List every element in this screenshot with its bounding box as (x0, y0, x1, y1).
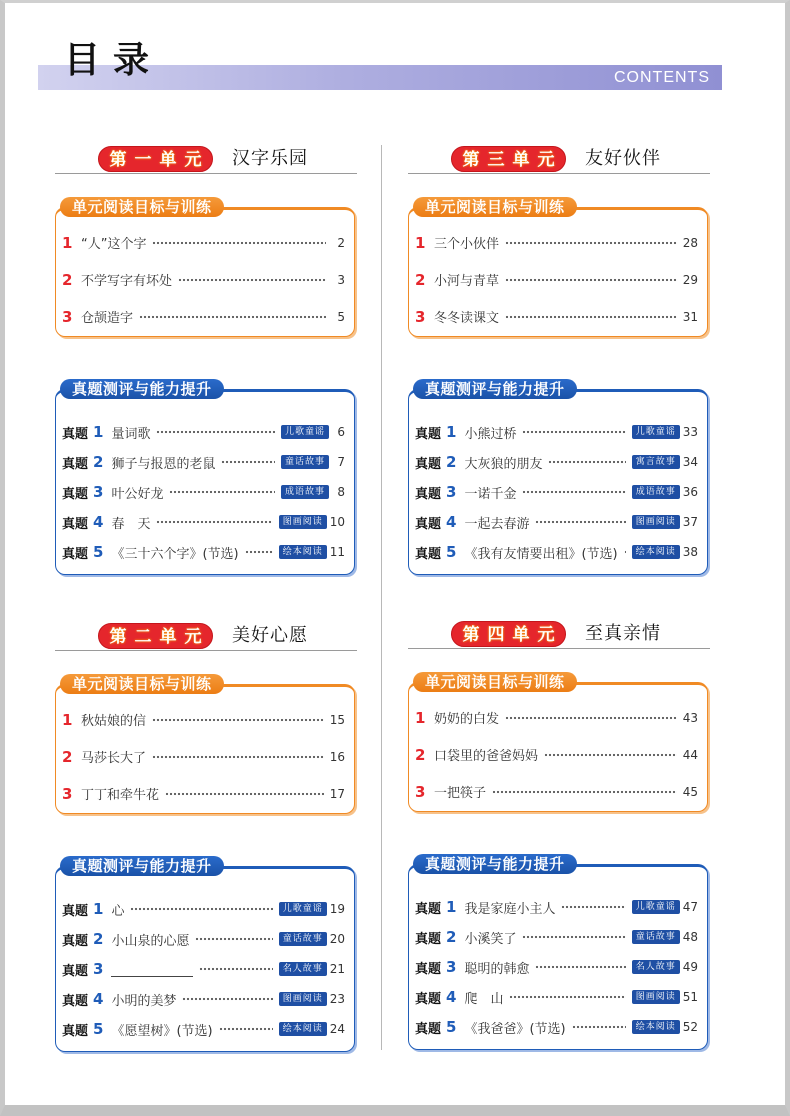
dot-leader (535, 965, 625, 969)
item-title: 口袋里的爸爸妈妈 (434, 749, 539, 764)
item-title: 丁丁和牵牛花 (81, 788, 160, 803)
genre-tag: 图画阅读 (279, 515, 327, 529)
test-item (62, 984, 345, 1014)
test-number: 5 (93, 543, 104, 561)
genre-tag: 名人故事 (279, 962, 327, 976)
dot-leader (169, 490, 275, 494)
dot-leader (182, 997, 272, 1001)
item-number: 1 (62, 710, 73, 729)
test-prefix: 真题 (62, 516, 89, 532)
test-number: 4 (446, 513, 457, 531)
contents-label: CONTENTS (614, 69, 710, 86)
test-title: 聪明的韩愈 (464, 961, 530, 977)
page-number: 2 (337, 235, 345, 250)
dot-leader (152, 755, 324, 759)
reading-item (62, 261, 345, 298)
item-number: 2 (415, 745, 426, 764)
page-number: 48 (682, 930, 698, 944)
page-number: 17 (329, 786, 345, 801)
dot-leader (130, 907, 272, 911)
page-number: 16 (329, 749, 345, 764)
test-section (55, 857, 355, 1052)
dot-leader (535, 520, 625, 524)
test-prefix: 真题 (62, 993, 89, 1009)
unit-badge: 第二单元 (98, 623, 213, 649)
test-title: 小溪笑了 (464, 931, 517, 947)
dot-leader (522, 935, 625, 939)
unit-header (408, 145, 710, 174)
page-number: 21 (329, 962, 345, 976)
unit-title: 友好伙伴 (585, 148, 661, 169)
test-prefix: 真题 (415, 456, 442, 472)
test-number: 2 (93, 453, 104, 471)
page-number: 38 (682, 545, 698, 559)
reading-item (415, 261, 698, 298)
reading-section-label: 单元阅读目标与训练 (60, 674, 224, 694)
dot-leader (152, 241, 326, 245)
page-number: 29 (682, 272, 698, 287)
item-number: 1 (415, 233, 426, 252)
test-item (415, 922, 698, 952)
test-item (415, 447, 698, 477)
unit-header (408, 620, 710, 649)
test-title: 小熊过桥 (464, 426, 517, 442)
page-number: 24 (329, 1022, 345, 1036)
test-number: 4 (446, 988, 457, 1006)
test-prefix: 真题 (62, 426, 89, 442)
item-number: 3 (415, 782, 426, 801)
dot-leader (245, 550, 273, 554)
reading-item (62, 775, 345, 812)
page-number: 37 (682, 515, 698, 529)
test-number: 3 (446, 958, 457, 976)
test-section-label: 真题测评与能力提升 (60, 856, 224, 876)
test-number: 4 (93, 990, 104, 1008)
item-title: 秋姑娘的信 (81, 714, 147, 729)
item-number: 1 (415, 708, 426, 727)
dot-leader (165, 792, 324, 796)
item-number: 3 (415, 307, 426, 326)
genre-tag: 童话故事 (281, 455, 329, 469)
test-item (415, 477, 698, 507)
test-prefix: 真题 (62, 903, 89, 919)
test-section-label: 真题测评与能力提升 (413, 854, 577, 874)
test-item (415, 982, 698, 1012)
unit-2 (55, 622, 357, 1052)
test-item (62, 1014, 345, 1044)
item-title: 三个小伙伴 (434, 237, 500, 252)
dot-leader (139, 315, 326, 319)
test-prefix: 真题 (415, 486, 442, 502)
test-title: 心 (111, 903, 125, 919)
test-item (62, 477, 345, 507)
test-number: 3 (446, 483, 457, 501)
dot-leader (572, 1025, 626, 1029)
test-title: 爬 山 (464, 991, 504, 1007)
test-number: 3 (93, 483, 104, 501)
item-number: 3 (62, 307, 73, 326)
dot-leader (548, 460, 625, 464)
test-number: 2 (446, 928, 457, 946)
test-title: 小明的美梦 (111, 993, 177, 1009)
dot-leader (561, 905, 625, 909)
test-section (55, 380, 355, 575)
dot-leader (509, 995, 625, 999)
item-number: 2 (62, 270, 73, 289)
reading-item (62, 298, 345, 335)
test-number: 3 (93, 960, 104, 978)
genre-tag: 童话故事 (632, 930, 680, 944)
test-title: 大灰狼的朋友 (464, 456, 543, 472)
page-number: 49 (682, 960, 698, 974)
page-number: 45 (682, 784, 698, 799)
item-title: “人”这个字 (81, 237, 147, 252)
page-number: 7 (337, 455, 345, 469)
dot-leader (156, 430, 275, 434)
unit-badge: 第一单元 (98, 146, 213, 172)
genre-tag: 绘本阅读 (632, 545, 680, 559)
page-number: 6 (337, 425, 345, 439)
test-title: 《三十六个字》(节选) (111, 546, 239, 562)
dot-leader (505, 315, 677, 319)
genre-tag: 图画阅读 (279, 992, 327, 1006)
page-number: 47 (682, 900, 698, 914)
item-title: 冬冬读课文 (434, 311, 500, 326)
genre-tag: 名人故事 (632, 960, 680, 974)
test-section (408, 380, 708, 575)
reading-item (415, 773, 698, 810)
dot-leader (505, 278, 677, 282)
reading-item (415, 736, 698, 773)
item-title: 奶奶的白发 (434, 712, 500, 727)
dot-leader (178, 278, 326, 282)
page-number: 19 (329, 902, 345, 916)
dot-leader (221, 460, 275, 464)
test-prefix: 真题 (62, 486, 89, 502)
page-number: 36 (682, 485, 698, 499)
page-number: 23 (329, 992, 345, 1006)
unit-title: 汉字乐园 (232, 148, 308, 169)
test-prefix: 真题 (62, 963, 89, 979)
reading-section-label: 单元阅读目标与训练 (413, 672, 577, 692)
page-number: 31 (682, 309, 698, 324)
genre-tag: 寓言故事 (632, 455, 680, 469)
genre-tag: 成语故事 (281, 485, 329, 499)
genre-tag: 儿歌童谣 (281, 425, 329, 439)
test-prefix: 真题 (62, 546, 89, 562)
test-section (408, 855, 708, 1050)
test-item (62, 924, 345, 954)
test-title: 小山泉的心愿 (111, 933, 190, 949)
item-number: 2 (62, 747, 73, 766)
genre-tag: 儿歌童谣 (632, 900, 680, 914)
test-prefix: 真题 (415, 931, 442, 947)
genre-tag: 绘本阅读 (279, 1022, 327, 1036)
test-title: 一诺千金 (464, 486, 517, 502)
test-prefix: 真题 (415, 1021, 442, 1037)
reading-item (62, 224, 345, 261)
test-title: 叶公好龙 (111, 486, 164, 502)
test-item (62, 507, 345, 537)
item-title: 不学写字有坏处 (81, 274, 173, 289)
page-number: 20 (329, 932, 345, 946)
test-title: 春 天 (111, 516, 151, 532)
page-number: 28 (682, 235, 698, 250)
unit-title: 美好心愿 (232, 625, 308, 646)
page-number: 5 (337, 309, 345, 324)
test-prefix: 真题 (415, 961, 442, 977)
test-item (415, 507, 698, 537)
test-number: 5 (93, 1020, 104, 1038)
page-number: 52 (682, 1020, 698, 1034)
test-item (415, 952, 698, 982)
test-prefix: 真题 (415, 516, 442, 532)
item-title: 仓颉造字 (81, 311, 134, 326)
test-number: 1 (446, 423, 457, 441)
test-item (62, 537, 345, 567)
genre-tag: 儿歌童谣 (279, 902, 327, 916)
unit-3 (408, 145, 710, 575)
test-title: 一起去春游 (464, 516, 530, 532)
genre-tag: 图画阅读 (632, 515, 680, 529)
reading-section (408, 198, 708, 337)
unit-header (55, 145, 357, 174)
reading-item (415, 298, 698, 335)
page-number: 43 (682, 710, 698, 725)
test-number: 2 (93, 930, 104, 948)
page-number: 3 (337, 272, 345, 287)
reading-section (55, 198, 355, 337)
test-number: 1 (93, 900, 104, 918)
test-prefix: 真题 (415, 546, 442, 562)
test-item (415, 417, 698, 447)
item-number: 2 (415, 270, 426, 289)
dot-leader (544, 753, 677, 757)
test-item (62, 894, 345, 924)
test-title: 狮子与报恩的老鼠 (111, 456, 216, 472)
unit-1 (55, 145, 357, 575)
test-number: 1 (446, 898, 457, 916)
dot-leader (522, 490, 625, 494)
unit-title: 至真亲情 (585, 623, 661, 644)
item-title: 小河与青草 (434, 274, 500, 289)
page-number: 15 (329, 712, 345, 727)
dot-leader (505, 241, 677, 245)
test-prefix: 真题 (415, 991, 442, 1007)
genre-tag: 儿歌童谣 (632, 425, 680, 439)
item-title: 马莎长大了 (81, 751, 147, 766)
test-item (62, 447, 345, 477)
reading-item (415, 224, 698, 261)
answer-blank (111, 962, 193, 977)
test-number: 5 (446, 1018, 457, 1036)
reading-section (55, 675, 355, 814)
dot-leader (219, 1027, 273, 1031)
reading-item (62, 738, 345, 775)
column-divider (381, 145, 382, 1050)
dot-leader (156, 520, 272, 524)
test-number: 5 (446, 543, 457, 561)
page-number: 10 (329, 515, 345, 529)
genre-tag: 绘本阅读 (632, 1020, 680, 1034)
test-prefix: 真题 (62, 933, 89, 949)
test-number: 1 (93, 423, 104, 441)
test-prefix: 真题 (415, 901, 442, 917)
dot-leader (199, 967, 272, 971)
unit-4 (408, 620, 710, 1050)
test-number: 4 (93, 513, 104, 531)
reading-section-label: 单元阅读目标与训练 (413, 197, 577, 217)
page-number: 44 (682, 747, 698, 762)
test-section-label: 真题测评与能力提升 (413, 379, 577, 399)
test-title: 《愿望树》(节选) (111, 1023, 213, 1039)
page-number: 11 (329, 545, 345, 559)
reading-section-label: 单元阅读目标与训练 (60, 197, 224, 217)
reading-item (62, 701, 345, 738)
test-item (415, 892, 698, 922)
dot-leader (152, 718, 324, 722)
test-item (62, 954, 345, 984)
unit-header (55, 622, 357, 651)
test-title: 量词歌 (111, 426, 151, 442)
item-number: 1 (62, 233, 73, 252)
test-item (415, 1012, 698, 1042)
test-item (62, 417, 345, 447)
dot-leader (195, 937, 272, 941)
page-number: 8 (337, 485, 345, 499)
test-title: 《我爸爸》(节选) (464, 1021, 566, 1037)
genre-tag: 童话故事 (279, 932, 327, 946)
reading-item (415, 699, 698, 736)
test-prefix: 真题 (62, 456, 89, 472)
test-item (415, 537, 698, 567)
unit-badge: 第四单元 (451, 621, 566, 647)
page-number: 33 (682, 425, 698, 439)
test-prefix: 真题 (62, 1023, 89, 1039)
test-prefix: 真题 (415, 426, 442, 442)
unit-badge: 第三单元 (451, 146, 566, 172)
test-title: 我是家庭小主人 (464, 901, 556, 917)
item-number: 3 (62, 784, 73, 803)
genre-tag: 成语故事 (632, 485, 680, 499)
page-number: 34 (682, 455, 698, 469)
dot-leader (522, 430, 625, 434)
test-title: 《我有友情要出租》(节选) (464, 546, 618, 562)
page-number: 51 (682, 990, 698, 1004)
dot-leader (624, 550, 626, 554)
genre-tag: 绘本阅读 (279, 545, 327, 559)
genre-tag: 图画阅读 (632, 990, 680, 1004)
test-number: 2 (446, 453, 457, 471)
dot-leader (492, 790, 677, 794)
dot-leader (505, 716, 677, 720)
test-section-label: 真题测评与能力提升 (60, 379, 224, 399)
item-title: 一把筷子 (434, 786, 487, 801)
page-title: 目录 (64, 40, 163, 81)
reading-section (408, 673, 708, 812)
